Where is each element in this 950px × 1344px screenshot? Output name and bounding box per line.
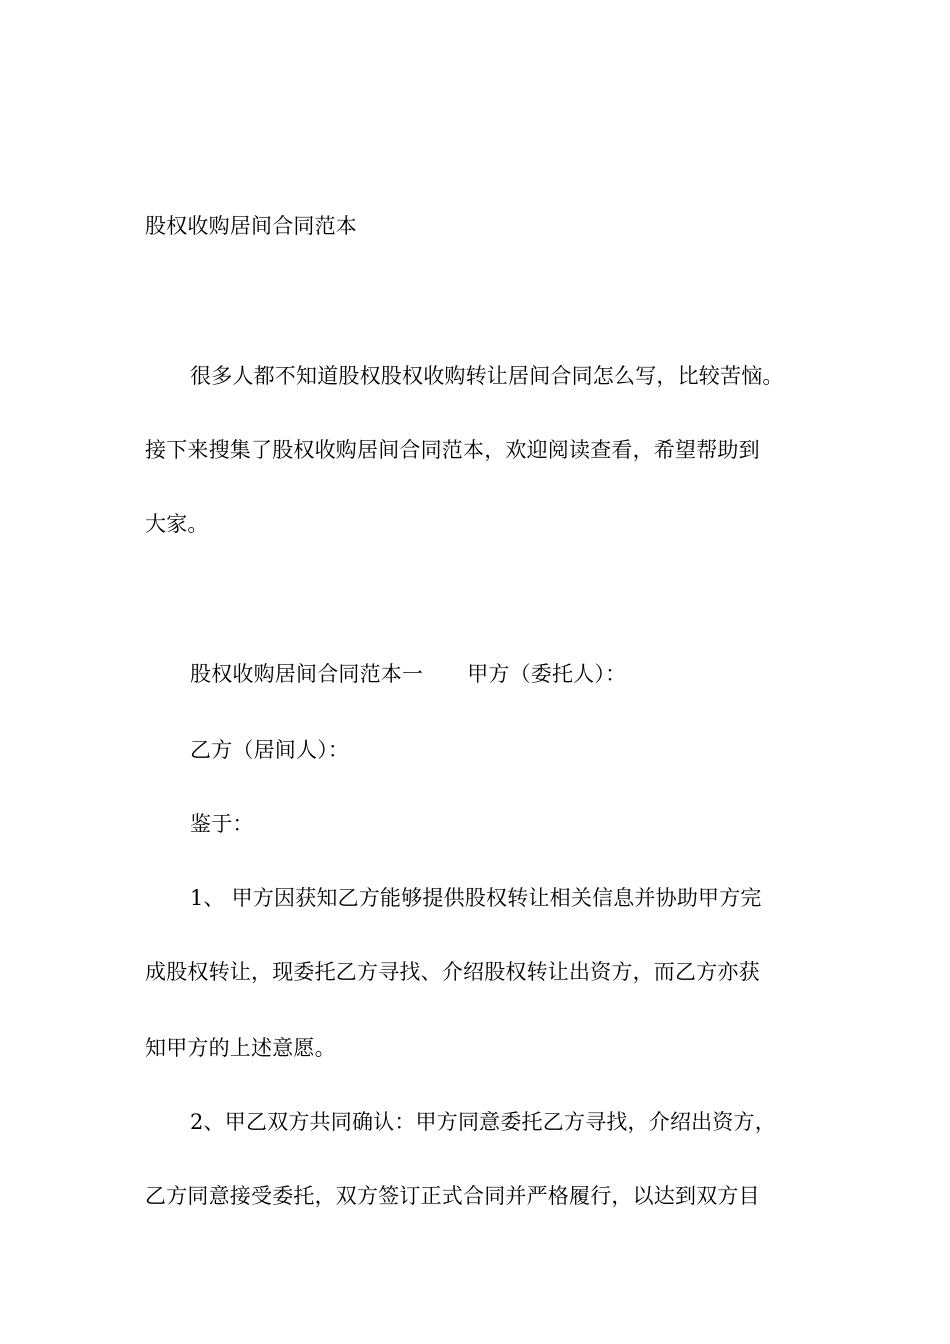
- clause1-line-1: 1、 甲方因获知乙方能够提供股权转让相关信息并协助甲方完: [190, 886, 762, 910]
- section-heading: 股权收购居间合同范本一: [190, 662, 424, 686]
- intro-line-1: 很多人都不知道股权股权收购转让居间合同怎么写，比较苦恼。: [190, 364, 784, 388]
- intro-line-3: 大家。: [145, 512, 209, 536]
- clause1-line-3: 知甲方的上述意愿。: [145, 1036, 336, 1060]
- party-a-label: 甲方（委托人）：: [467, 662, 627, 686]
- party-b-label: 乙方（居间人）：: [190, 738, 350, 762]
- clause1-line-2: 成股权转让，现委托乙方寻找、介绍股权转让出资方，而乙方亦获: [145, 960, 760, 984]
- clause2-line-1: 2、甲乙双方共同确认：甲方同意委托乙方寻找，介绍出资方，: [190, 1110, 776, 1134]
- section-heading-line: [190, 660, 626, 688]
- intro-line-2: 接下来搜集了股权收购居间合同范本，欢迎阅读查看，希望帮助到: [145, 438, 760, 462]
- document-title: 股权收购居间合同范本: [145, 214, 357, 238]
- whereas-label: 鉴于：: [190, 812, 254, 836]
- clause2-line-2: 乙方同意接受委托，双方签订正式合同并严格履行，以达到双方目: [145, 1184, 760, 1208]
